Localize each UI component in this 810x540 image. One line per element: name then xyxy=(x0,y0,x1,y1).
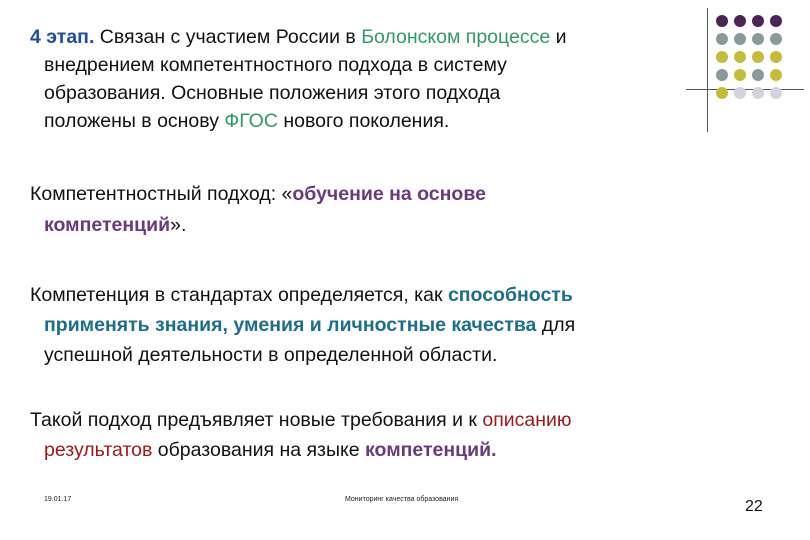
text-span: и xyxy=(550,26,567,48)
paragraph-line xyxy=(30,181,486,208)
skills-highlight: применять знания, умения и личностные качества xyxy=(44,314,537,336)
paragraph-line: внедрением компетентностного подхода в систему xyxy=(44,54,507,76)
decor-dot xyxy=(770,87,782,99)
text-span: Такой подход предъявляет новые требования и к xyxy=(30,409,483,431)
vertical-rule xyxy=(707,8,708,132)
footer-title: Мониторинг качества образования xyxy=(345,496,459,503)
paragraph-line xyxy=(30,407,572,434)
text-span: Связан с участием России в xyxy=(94,26,362,48)
description-highlight: описанию xyxy=(482,409,572,431)
decor-dot xyxy=(716,15,728,27)
decor-dot xyxy=(716,87,728,99)
fgos-highlight: ФГОС xyxy=(224,110,278,132)
decor-dot xyxy=(734,15,746,27)
paragraph-line xyxy=(30,24,566,51)
paragraph-line: образования. Основные положения этого подхода xyxy=(44,82,501,104)
paragraph-line: успешной деятельности в определенной области. xyxy=(44,344,498,366)
paragraph-line xyxy=(44,212,186,239)
decor-dot xyxy=(716,33,728,45)
decor-dot xyxy=(752,33,764,45)
decor-dot xyxy=(734,33,746,45)
paragraph-line xyxy=(44,108,449,135)
text-span: положены в основу xyxy=(44,110,225,132)
decor-dot xyxy=(752,15,764,27)
decor-dot xyxy=(770,69,782,81)
competence-highlight: компетенций xyxy=(44,214,171,236)
decor-dot xyxy=(770,33,782,45)
competence-learning-highlight: обучение на основе xyxy=(292,183,486,205)
text-span: образования на языке xyxy=(152,439,366,461)
text-span: ». xyxy=(170,214,187,236)
footer-date: 19.01.17 xyxy=(44,496,72,503)
decor-dot xyxy=(734,69,746,81)
page-number: 22 xyxy=(745,498,763,515)
bologna-process-highlight: Болонском процессе xyxy=(361,26,551,48)
text-span: нового поколения. xyxy=(277,110,450,132)
paragraph-line xyxy=(44,437,497,464)
decor-dot xyxy=(770,51,782,63)
decor-dot xyxy=(716,69,728,81)
decor-dot xyxy=(734,87,746,99)
text-span: для xyxy=(536,314,576,336)
competencies-highlight: компетенций. xyxy=(365,439,497,461)
decor-dot xyxy=(770,15,782,27)
decor-dot xyxy=(752,87,764,99)
decor-dot xyxy=(752,69,764,81)
decor-dot xyxy=(752,51,764,63)
paragraph-line xyxy=(30,282,573,309)
stage-label: 4 этап. xyxy=(30,26,95,48)
paragraph-line xyxy=(44,312,575,339)
ability-highlight: способность xyxy=(447,284,573,306)
text-span: Компетенция в стандартах определяется, как xyxy=(30,284,448,306)
decor-dot xyxy=(716,51,728,63)
results-highlight: результатов xyxy=(44,439,153,461)
decor-dot xyxy=(734,51,746,63)
text-span: Компетентностный подход: « xyxy=(30,183,293,205)
